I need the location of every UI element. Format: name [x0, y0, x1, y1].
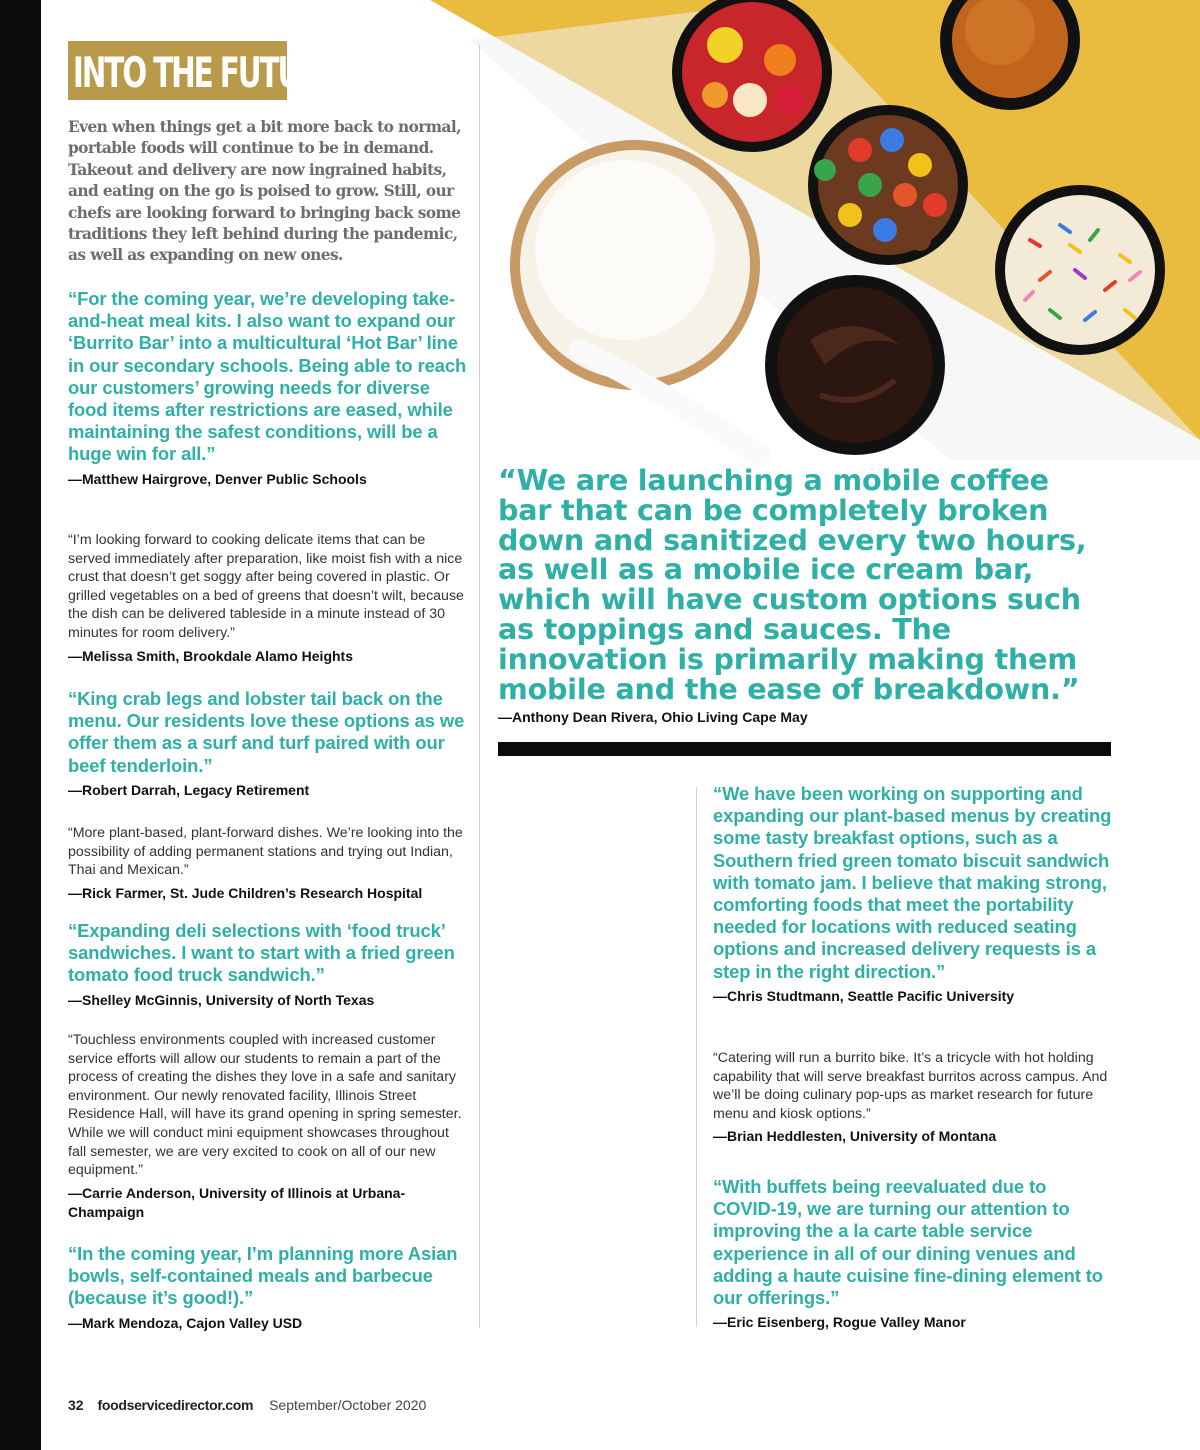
- column-divider: [696, 787, 697, 1327]
- quote-attribution: —Carrie Anderson, University of Illinois at Urbana-Champaign: [68, 1184, 406, 1220]
- quote-text: “Touchless environments coupled with increased customer service efforts will allow our students to remain a part of the process of creating the dishes they love in a safe and sanitary environment. Our newly renovated facility, Illinois Street Residence Hall, will have its grand opening in spring semester. While we will conduct mini equipment showcases throughout fall semester, we are very excited to cook on all of our new equipment.”: [68, 1032, 462, 1179]
- intro-paragraph: Even when things get a bit more back to normal, portable foods will continue to be in demand. Takeout and delivery are now ingrained habits, and eating on the go is poised to grow. Still, our chefs are looking forward to bringing back some traditions they left behind during the pandemic, as well as expanding on new ones.: [68, 118, 461, 265]
- toppings-bowls-photo: [430, 0, 1200, 460]
- feature-quote-block: [498, 463, 1108, 727]
- black-rule: [498, 742, 1111, 756]
- quote-block: [68, 920, 468, 1010]
- issue-date: September/October 2020: [269, 1397, 427, 1413]
- quote-text: “More plant-based, plant-forward dishes. We’re looking into the possibility of adding permanent stations and trying out Indian, Thai and Mexican.”: [68, 825, 463, 879]
- pull-quote: “King crab legs and lobster tail back on the menu. Our residents love these options as we offer them as a surf and turf paired with our beef tenderloin.”: [68, 688, 465, 776]
- quote-text: “Catering will run a burrito bike. It’s a tricycle with hot holding capability that will serve breakfast burritos across campus. And we’ll be doing culinary pop-ups as market research for future menu and kiosk options.”: [713, 1050, 1108, 1122]
- section-title: INTO THE FUTURE: [72, 48, 338, 97]
- pull-quote: “With buffets being reevaluated due to COVID-19, we are turning our attention to improving the a la carte table service experience in all of our dining venues and adding a haute cuisine fine-dining element to our offerings.”: [713, 1176, 1103, 1309]
- quote-attribution: —Eric Eisenberg, Rogue Valley Manor: [713, 1314, 966, 1331]
- quote-attribution: —Brian Heddlesten, University of Montana: [713, 1128, 997, 1145]
- page-edge-bar: [0, 0, 41, 1450]
- quote-attribution: —Chris Studtmann, Seattle Pacific University: [713, 987, 1015, 1004]
- quote-attribution: —Matthew Hairgrove, Denver Public Schools: [68, 470, 367, 487]
- quote-block: [68, 824, 468, 903]
- quote-text: “I’m looking forward to cooking delicate items that can be served immediately after preparation, like moist fish with a nice crust that doesn’t get soggy after being covered in plastic. Or grilled vegetables on a bed of greens that doesn’t wilt, because the dish can be delivered tableside in a minute instead of 30 minutes for room delivery.”: [68, 532, 464, 641]
- quote-block: [68, 1031, 468, 1222]
- site-link[interactable]: foodservicedirector.com: [97, 1397, 254, 1413]
- pull-quote: “For the coming year, we’re developing take-and-heat meal kits. I also want to expand our ‘Burrito Bar’ into a multicultural ‘Hot Bar’ line in our secondary schools. Being able to reach our customers’ growing needs for diverse food items after restrictions are eased, while maintaining the safest conditions, will be a huge win for all.”: [68, 288, 467, 465]
- pull-quote: “Expanding deli selections with ‘food truck’ sandwiches. I want to start with a fried green tomato food truck sandwich.”: [68, 920, 455, 986]
- page-footer: [68, 1397, 426, 1413]
- section-title-box: [68, 41, 338, 100]
- page-number: 32: [68, 1397, 84, 1413]
- quote-attribution: —Melissa Smith, Brookdale Alamo Heights: [68, 647, 353, 664]
- pull-quote: “We have been working on supporting and expanding our plant-based menus by creating some tasty breakfast options, such as a Southern fried green tomato biscuit sandwich with tomato jam. I believe that making strong, comforting foods that meet the portability needed for locations with reduced seating options and increased delivery requests is a step in the right direction.”: [713, 783, 1112, 982]
- pull-quote: “In the coming year, I’m planning more Asian bowls, self-contained meals and barbecue (because it’s good!).”: [68, 1243, 458, 1309]
- quote-attribution: —Mark Mendoza, Cajon Valley USD: [68, 1314, 303, 1331]
- quote-attribution: —Shelley McGinnis, University of North Texas: [68, 991, 375, 1008]
- quote-block: [68, 1243, 468, 1333]
- quote-block: [68, 531, 468, 666]
- quote-attribution: —Rick Farmer, St. Jude Children’s Research Hospital: [68, 884, 423, 901]
- quote-block: [713, 1049, 1113, 1146]
- quote-block: [68, 688, 468, 800]
- quote-block: [713, 783, 1113, 1006]
- column-divider: [479, 45, 480, 1328]
- quote-block: [68, 288, 468, 489]
- quote-attribution: —Anthony Dean Rivera, Ohio Living Cape May: [498, 709, 808, 726]
- quote-attribution: —Robert Darrah, Legacy Retirement: [68, 781, 310, 798]
- quote-block: [713, 1176, 1113, 1332]
- feature-quote: “We are launching a mobile coffee bar that can be completely broken down and sanitized every two hours, as well as a mobile ice cream bar, which will have custom options such as toppings and sauces. The innovation is primarily making them mobile and the ease of breakdown.”: [498, 463, 1087, 706]
